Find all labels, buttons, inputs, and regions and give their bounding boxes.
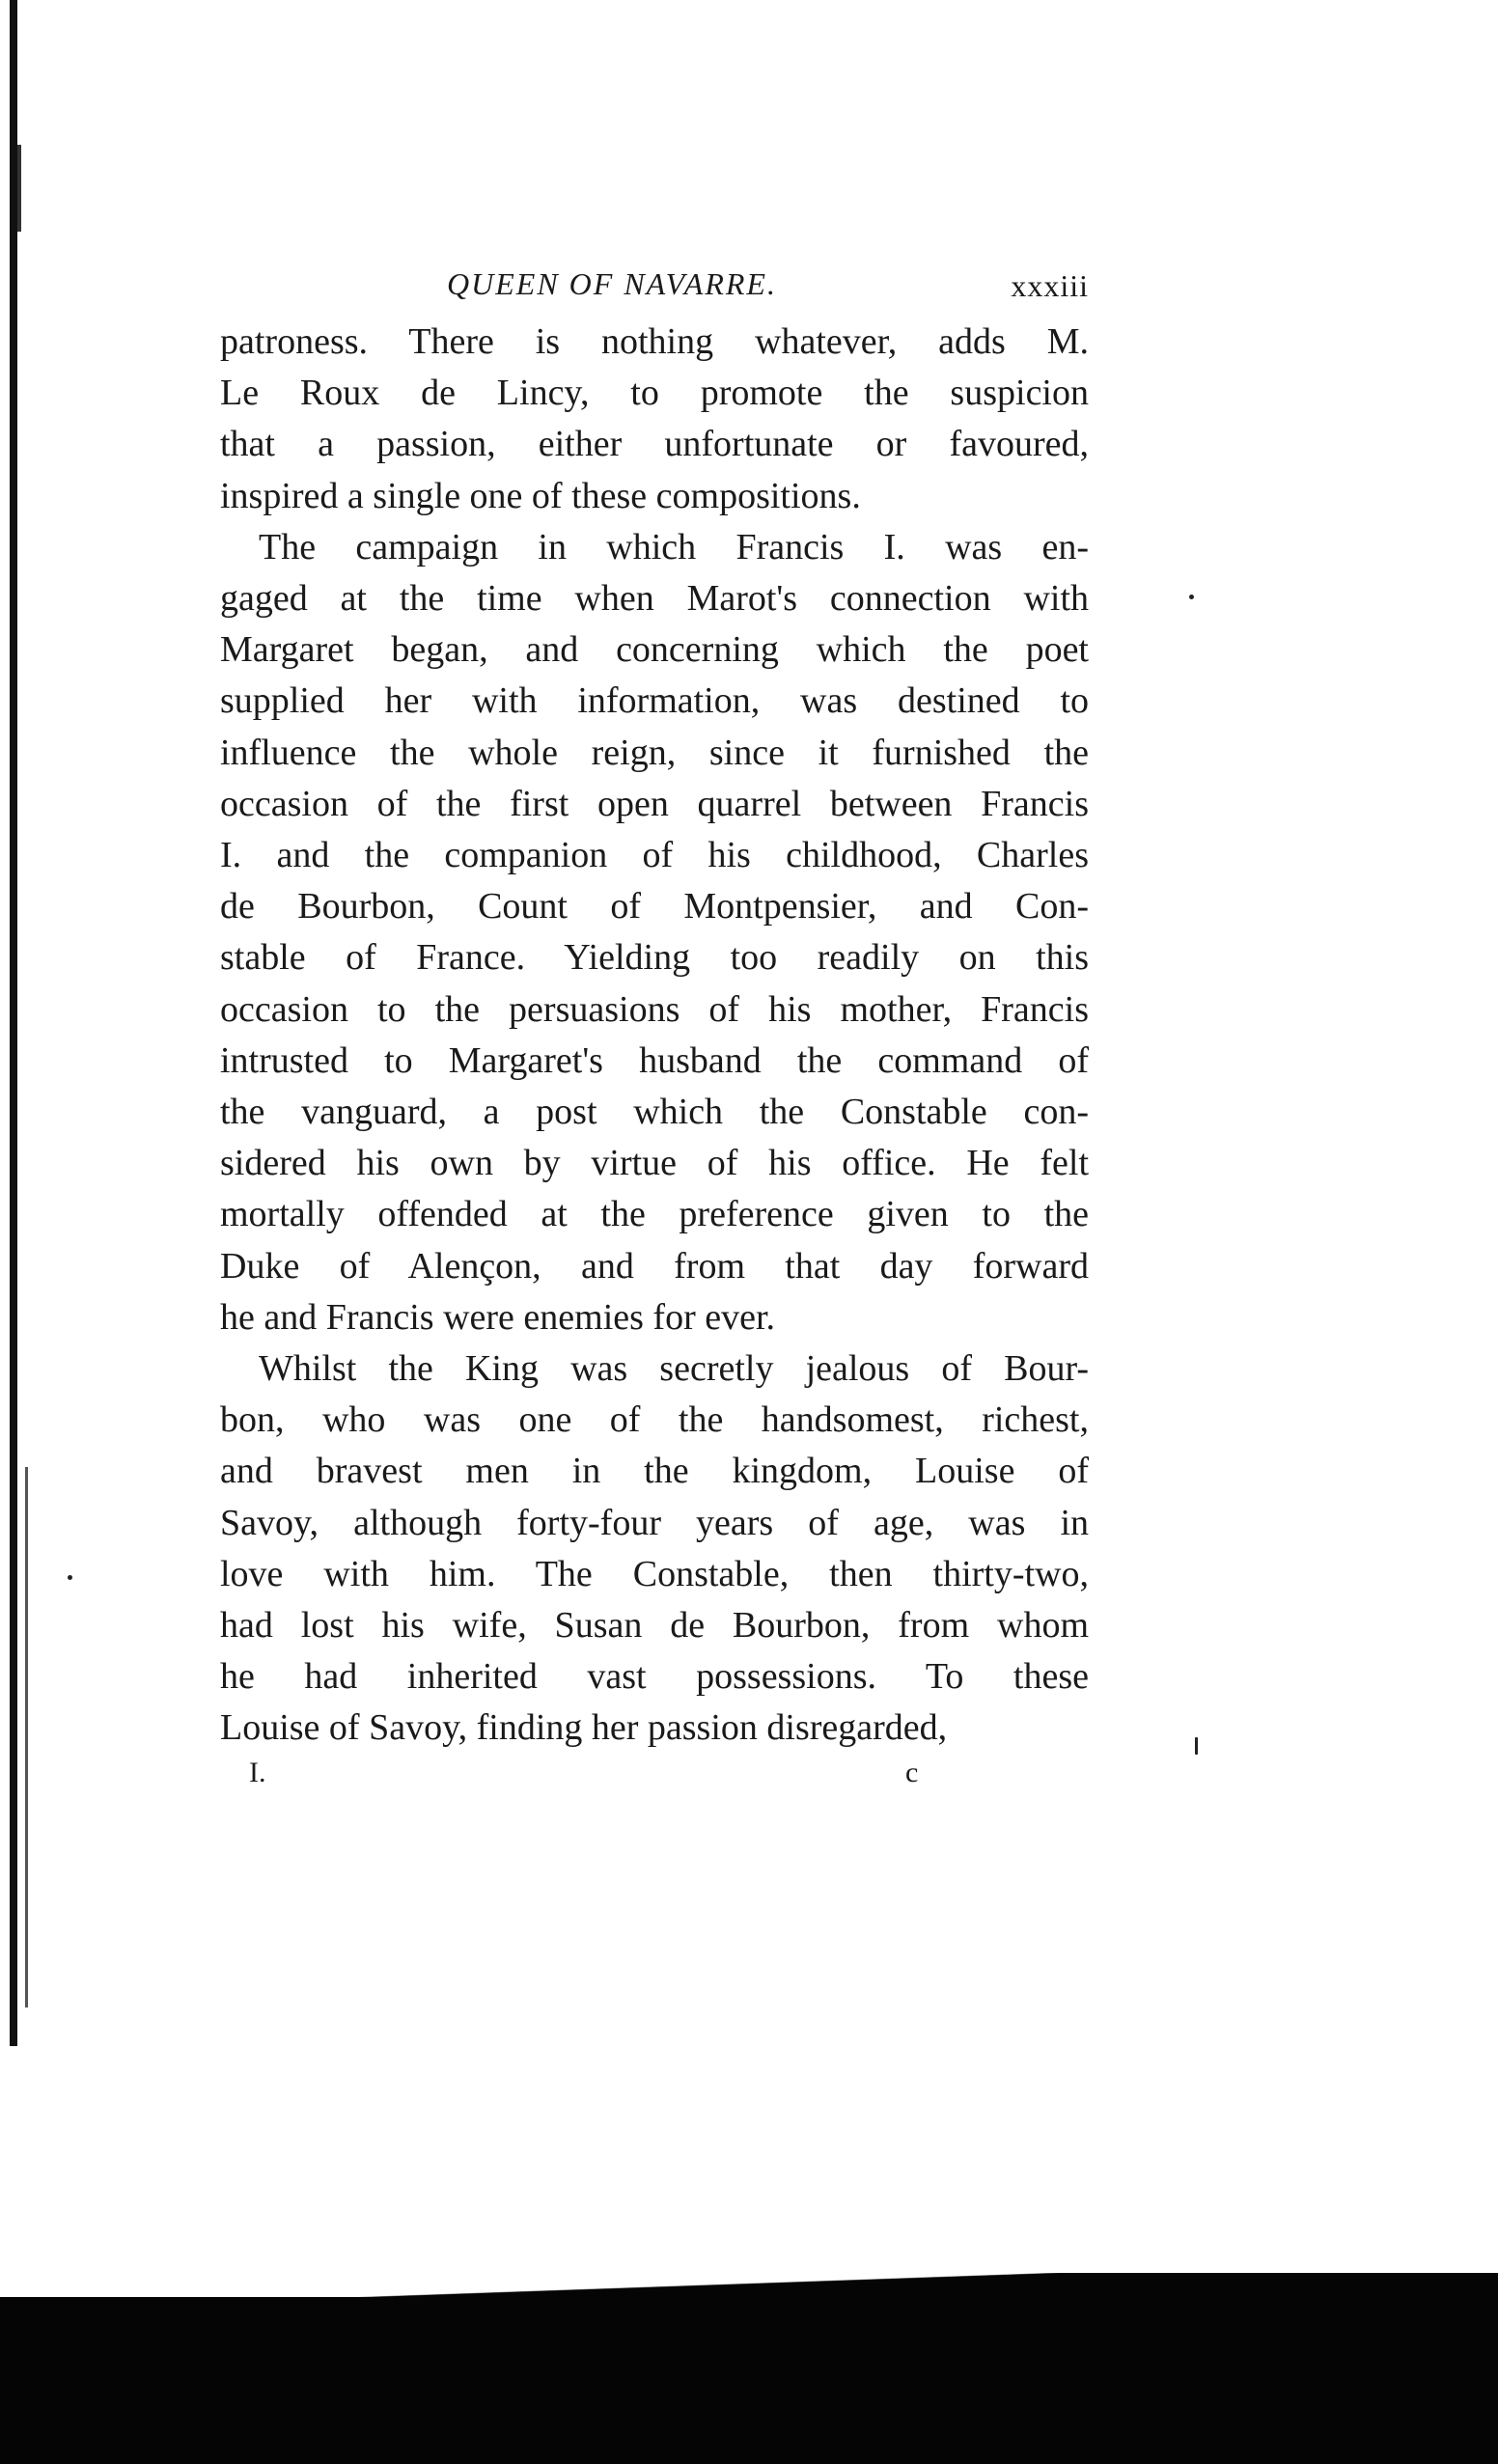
text-line: and bravest men in the kingdom, Louise of: [220, 1451, 1089, 1492]
text-line: de Bourbon, Count of Montpensier, and Con-: [220, 886, 1089, 927]
text-line: he had inherited vast possessions. To these: [220, 1656, 1089, 1698]
scan-edge-left-mark: [17, 145, 21, 232]
paragraph: [220, 317, 1089, 522]
text-line: Margaret began, and concerning which the poet: [220, 629, 1089, 671]
text-line: patroness. There is nothing whatever, adds M.: [220, 321, 1089, 362]
body-text: [220, 317, 1089, 1755]
running-head: [220, 259, 1089, 317]
text-line: the vanguard, a post which the Constable con-: [220, 1092, 1089, 1133]
text-line: occasion to the persuasions of his mother, Francis: [220, 988, 1089, 1030]
text-line: that a passion, either unfortunate or favoured,: [220, 424, 1089, 465]
text-line: Louise of Savoy, finding her passion disregarded,: [220, 1707, 948, 1749]
book-page: [220, 259, 1089, 1805]
text-line: bon, who was one of the handsomest, richest,: [220, 1399, 1089, 1441]
text-line: Duke of Alençon, and from that day forward: [220, 1245, 1089, 1287]
scan-speck: [1195, 1737, 1198, 1755]
text-line: gaged at the time when Marot's connection with: [220, 578, 1089, 620]
paragraph: [220, 522, 1089, 1343]
scan-speck: [1189, 595, 1194, 599]
text-line: supplied her with information, was destined to: [220, 680, 1089, 722]
signature-mark: I.: [249, 1756, 266, 1788]
page-number: xxxiii: [1011, 268, 1089, 303]
text-line: Savoy, although forty-four years of age, was in: [220, 1502, 1089, 1543]
text-line: Le Roux de Lincy, to promote the suspicion: [220, 373, 1089, 414]
text-line: had lost his wife, Susan de Bourbon, from whom: [220, 1605, 1089, 1647]
text-line: stable of France. Yielding too readily on this: [220, 937, 1089, 979]
text-line: intrusted to Margaret's husband the command of: [220, 1039, 1089, 1081]
scan-bottom-band: [0, 2297, 1498, 2464]
text-line: occasion of the first open quarrel between Francis: [220, 783, 1089, 824]
paragraph: [220, 1343, 1089, 1755]
text-line: inspired a single one of these compositions.: [220, 475, 861, 516]
text-line: mortally offended at the preference given to the: [220, 1194, 1089, 1235]
scan-speck: [68, 1575, 72, 1580]
text-line: Whilst the King was secretly jealous of Bour-: [259, 1348, 1089, 1390]
text-line: love with him. The Constable, then thirty-two,: [220, 1553, 1089, 1594]
signature-line: [220, 1757, 1089, 1805]
text-line: The campaign in which Francis I. was en-: [259, 526, 1089, 568]
text-line: he and Francis were enemies for ever.: [220, 1296, 776, 1338]
signature-letter: c: [905, 1756, 919, 1788]
scan-edge-left-lower-mark: [25, 1467, 28, 2007]
running-head-title: QUEEN OF NAVARRE.: [447, 266, 777, 301]
text-line: influence the whole reign, since it furnished the: [220, 732, 1089, 773]
text-line: sidered his own by virtue of his office. He felt: [220, 1143, 1089, 1184]
scan-edge-left: [10, 0, 17, 2046]
text-line: I. and the companion of his childhood, Charles: [220, 835, 1089, 876]
